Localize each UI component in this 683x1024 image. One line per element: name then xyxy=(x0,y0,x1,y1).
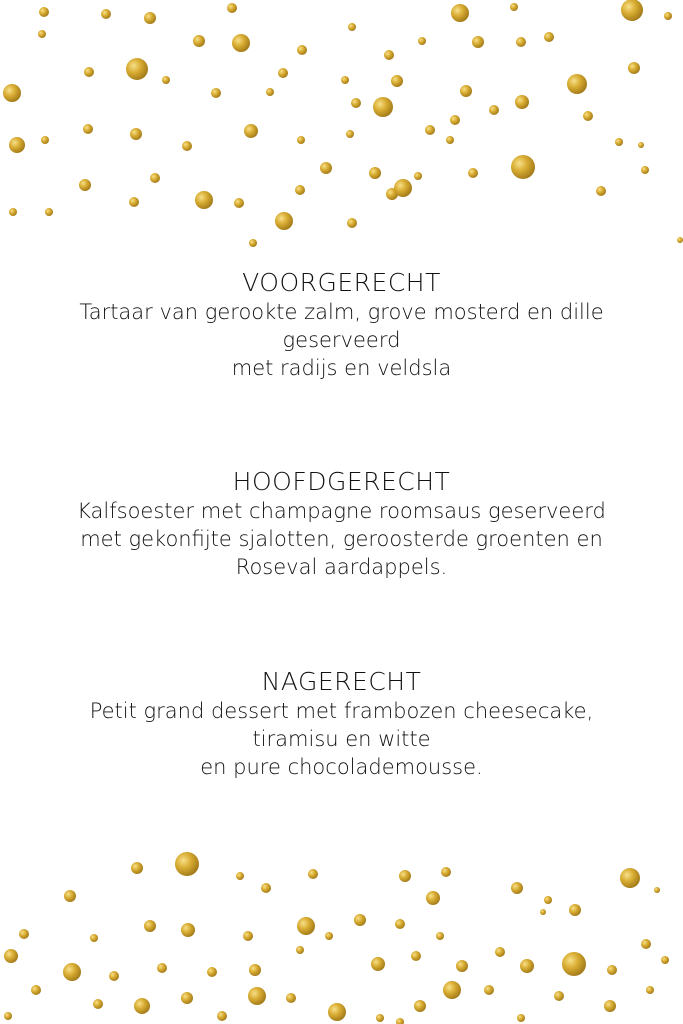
course-nagerecht xyxy=(0,667,683,781)
gold-dot xyxy=(83,124,93,134)
gold-dot xyxy=(373,97,393,117)
gold-dot xyxy=(583,111,593,121)
gold-dot xyxy=(134,998,150,1014)
gold-dot xyxy=(371,957,385,971)
gold-dot xyxy=(41,136,49,144)
gold-dot xyxy=(275,212,293,230)
gold-dot xyxy=(511,882,523,894)
gold-dot xyxy=(451,4,469,22)
gold-dot xyxy=(181,992,193,1004)
gold-dot xyxy=(354,914,366,926)
gold-dot xyxy=(411,951,421,961)
gold-dot xyxy=(596,186,606,196)
gold-dot xyxy=(391,75,403,87)
gold-dot xyxy=(266,88,274,96)
gold-dot xyxy=(63,963,81,981)
gold-dot xyxy=(569,904,581,916)
course-description-line: met radijs en veldsla xyxy=(231,356,452,380)
gold-dot xyxy=(45,208,53,216)
gold-dot xyxy=(249,964,261,976)
gold-dot xyxy=(446,136,454,144)
gold-dot xyxy=(175,852,199,876)
gold-dot xyxy=(641,166,649,174)
gold-dot xyxy=(425,125,435,135)
gold-dot xyxy=(243,931,253,941)
gold-dot xyxy=(64,890,76,902)
gold-dot xyxy=(297,917,315,935)
gold-dot xyxy=(346,130,354,138)
gold-dot xyxy=(297,45,307,55)
gold-dot xyxy=(297,136,305,144)
gold-dot xyxy=(544,896,552,904)
gold-confetti-top xyxy=(0,0,683,260)
course-title: HOOFDGERECHT xyxy=(232,467,451,496)
gold-dot xyxy=(540,909,546,915)
gold-dot xyxy=(426,891,440,905)
gold-dot xyxy=(38,30,46,38)
gold-dot xyxy=(295,185,305,195)
gold-dot xyxy=(554,991,564,1001)
gold-dot xyxy=(510,3,518,11)
gold-dot xyxy=(325,932,333,940)
gold-dot xyxy=(646,986,654,994)
gold-dot xyxy=(19,929,29,939)
gold-dot xyxy=(641,939,651,949)
gold-dot xyxy=(182,141,192,151)
gold-dot xyxy=(661,956,669,964)
gold-dot xyxy=(348,23,356,31)
course-voorgerecht xyxy=(0,268,683,382)
gold-dot xyxy=(604,1000,616,1012)
gold-dot xyxy=(328,1003,346,1021)
gold-dot xyxy=(414,172,422,180)
gold-dot xyxy=(436,932,444,940)
gold-dot xyxy=(456,960,468,972)
gold-dot xyxy=(511,155,535,179)
course-description-line: Roseval aardappels. xyxy=(235,555,448,579)
gold-dot xyxy=(607,965,617,975)
gold-dot xyxy=(261,883,271,893)
gold-dot xyxy=(450,115,460,125)
gold-dot xyxy=(544,32,554,42)
gold-dot xyxy=(162,76,170,84)
course-hoofdgerecht xyxy=(0,467,683,581)
gold-dot xyxy=(93,999,103,1009)
gold-dot xyxy=(193,35,205,47)
gold-dot xyxy=(126,58,148,80)
gold-dot xyxy=(516,37,526,47)
gold-dot xyxy=(418,37,426,45)
gold-dot xyxy=(232,34,250,52)
gold-dot xyxy=(384,50,394,60)
gold-dot xyxy=(79,179,91,191)
gold-dot xyxy=(399,870,411,882)
gold-dot xyxy=(620,868,640,888)
gold-dot xyxy=(150,173,160,183)
gold-dot xyxy=(109,971,119,981)
gold-dot xyxy=(286,993,296,1003)
gold-dot xyxy=(249,239,257,247)
course-title: VOORGERECHT xyxy=(242,268,441,297)
gold-dot xyxy=(395,919,405,929)
gold-dot xyxy=(234,198,244,208)
gold-dot xyxy=(101,9,111,19)
course-description-line: en pure chocolademousse. xyxy=(200,755,483,779)
gold-dot xyxy=(296,946,304,954)
gold-dot xyxy=(3,84,21,102)
gold-dot xyxy=(396,1018,404,1024)
gold-dot xyxy=(489,105,499,115)
gold-dot xyxy=(677,237,683,243)
gold-dot xyxy=(157,963,167,973)
course-description-line: Tartaar van gerookte zalm, grove mosterd en dille xyxy=(79,300,604,324)
gold-dot xyxy=(9,208,17,216)
gold-dot xyxy=(394,179,412,197)
gold-dot xyxy=(347,218,357,228)
gold-dot xyxy=(181,923,195,937)
gold-dot xyxy=(472,36,484,48)
gold-dot xyxy=(562,952,586,976)
gold-dot xyxy=(217,1011,227,1021)
gold-dot xyxy=(227,3,237,13)
gold-dot xyxy=(278,68,288,78)
gold-dot xyxy=(4,1012,12,1020)
course-description-line: Petit grand dessert met frambozen cheesecake, xyxy=(89,699,594,723)
gold-dot xyxy=(615,138,623,146)
gold-dot xyxy=(129,197,139,207)
gold-dot xyxy=(484,985,494,995)
gold-dot xyxy=(308,869,318,879)
gold-dot xyxy=(90,934,98,942)
gold-dot xyxy=(248,987,266,1005)
gold-dot xyxy=(495,947,505,957)
gold-dot xyxy=(460,85,472,97)
course-description-line: Kalfsoester met champagne roomsaus geserveerd xyxy=(77,499,606,523)
gold-dot xyxy=(468,168,478,178)
gold-dot xyxy=(9,137,25,153)
gold-dot xyxy=(320,162,332,174)
gold-dot xyxy=(207,967,217,977)
gold-confetti-bottom xyxy=(0,840,683,1024)
gold-dot xyxy=(4,949,18,963)
gold-dot xyxy=(414,1000,426,1012)
course-description-line: geserveerd xyxy=(282,328,401,352)
gold-dot xyxy=(654,887,660,893)
gold-dot xyxy=(443,981,461,999)
gold-dot xyxy=(341,76,349,84)
gold-dot xyxy=(244,124,258,138)
gold-dot xyxy=(520,959,534,973)
gold-dot xyxy=(441,867,451,877)
gold-dot xyxy=(664,12,672,20)
gold-dot xyxy=(517,1014,525,1022)
gold-dot xyxy=(621,0,643,21)
gold-dot xyxy=(84,67,94,77)
gold-dot xyxy=(131,862,143,874)
gold-dot xyxy=(195,191,213,209)
gold-dot xyxy=(144,920,156,932)
gold-dot xyxy=(351,98,361,108)
course-description-line: tiramisu en witte xyxy=(252,727,431,751)
gold-dot xyxy=(515,95,529,109)
gold-dot xyxy=(638,142,644,148)
gold-dot xyxy=(39,7,49,17)
course-description-line: met gekonfijte sjalotten, geroosterde groenten en xyxy=(80,527,603,551)
gold-dot xyxy=(130,128,142,140)
course-title: NAGERECHT xyxy=(261,667,422,696)
gold-dot xyxy=(628,62,640,74)
gold-dot xyxy=(31,985,41,995)
gold-dot xyxy=(376,1014,384,1022)
gold-dot xyxy=(369,167,381,179)
gold-dot xyxy=(211,88,221,98)
gold-dot xyxy=(144,12,156,24)
gold-dot xyxy=(236,872,244,880)
gold-dot xyxy=(567,74,587,94)
